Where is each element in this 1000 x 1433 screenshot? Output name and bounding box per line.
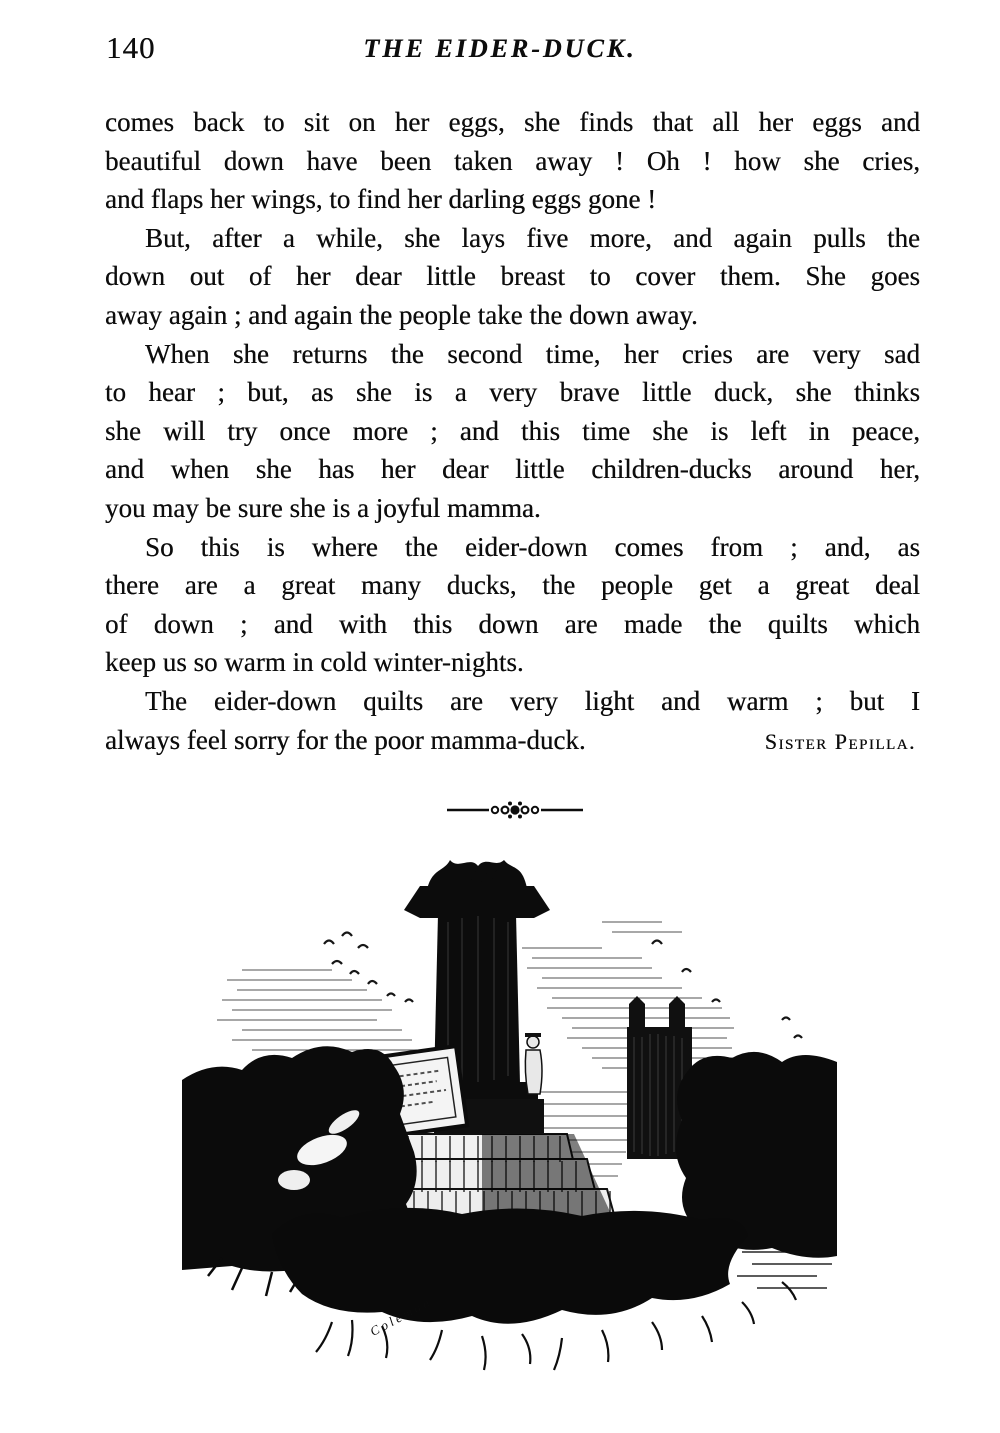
text-line: and flaps her wings, to find her darling eggs gone !: [105, 184, 657, 215]
text-line: The eider-down quilts are very light and warm ; but I: [145, 685, 920, 716]
running-head: THE EIDER-DUCK.: [363, 34, 637, 63]
text-line: away again ; and again the people take the down away.: [105, 299, 698, 330]
text-line: When she returns the second time, her cries are very sad: [145, 338, 920, 369]
illustration: [182, 852, 837, 1392]
bottom-grass: [272, 1208, 796, 1370]
cow-patch: [278, 1170, 310, 1190]
author-signature: Sister Pepilla.: [764, 728, 916, 754]
text-line: to hear ; but, as she is a very brave little duck, she thinks: [105, 377, 920, 408]
person-figure: [525, 1033, 542, 1094]
text-line: [105, 721, 920, 760]
text-line: So this is where the eider-down comes from ; and, as: [145, 531, 920, 562]
paragraph-line-text: always feel sorry for the poor mamma-duck.: [105, 724, 586, 755]
text-line: and when she has her dear little children-ducks around her,: [105, 454, 920, 485]
engraver-signature: Coleman: [367, 1293, 435, 1339]
monument-cap: [404, 886, 550, 918]
text-line: there are a great many ducks, the people get a great deal: [105, 570, 920, 601]
divider-ornament: [447, 800, 583, 820]
text-line: of down ; and with this down are made the quilts which: [105, 608, 920, 639]
text-line: she will try once more ; and this time she is left in peace,: [105, 415, 920, 446]
text-line: comes back to sit on her eggs, she finds that all her eggs and: [105, 107, 920, 137]
text-line: But, after a while, she lays five more, and again pulls the: [145, 222, 920, 253]
text-line: keep us so warm in cold winter-nights.: [105, 647, 524, 678]
body-text: [105, 103, 920, 759]
text-line: beautiful down have been taken away ! Oh ! how she cries,: [105, 145, 920, 176]
text-line: you may be sure she is a joyful mamma.: [105, 492, 541, 523]
text-line: down out of her dear little breast to cover them. She goes: [105, 261, 920, 292]
page-number: 140: [106, 30, 156, 65]
